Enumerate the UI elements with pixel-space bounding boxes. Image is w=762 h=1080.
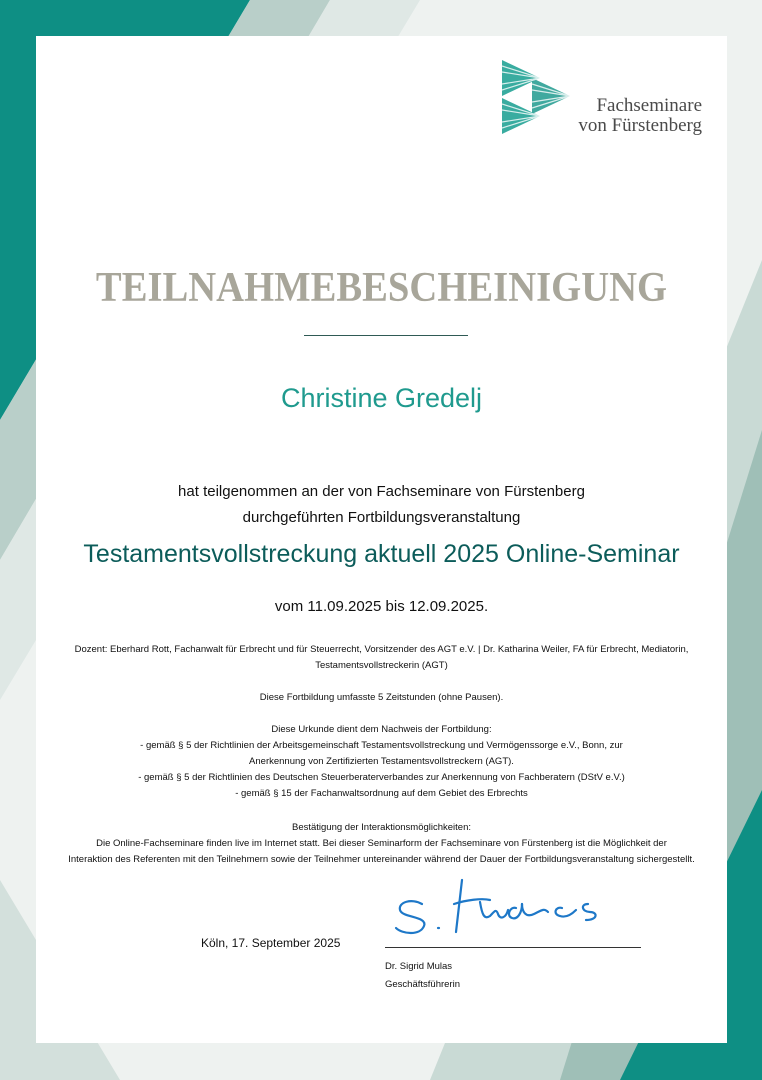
participant-name: Christine Gredelj [280, 383, 483, 413]
confirm-line-2: Interaktion des Referenten mit den Teilnehmern sowie der Teilnehmer untereinander während der Dauer der Fortbildungsveranstaltung sichergestellt. [68, 854, 695, 865]
purpose-item-1a: - gemäß § 5 der Richtlinien der Arbeitsgemeinschaft Testamentsvollstreckung und Vermögenssorge e.V., Bonn, zur [140, 740, 623, 751]
title-divider [304, 335, 468, 336]
logo-line-2: von Fürstenberg [578, 115, 702, 136]
logo-line-1: Fachseminare [596, 95, 702, 116]
dozent-info [40, 642, 723, 674]
intro-line-2: durchgeführten Fortbildungsveranstaltung [242, 509, 521, 526]
purpose-intro: Diese Urkunde dient dem Nachweis der Fortbildung: [271, 724, 492, 735]
signature-line [385, 947, 641, 948]
certificate-title: TEILNAHMEBESCHEINIGUNG [95, 265, 668, 311]
signer-role: Geschäftsführerin [385, 979, 460, 990]
logo-text [552, 96, 702, 136]
signer-block [385, 958, 460, 994]
purpose-item-1b: Anerkennung von Zertifizierten Testamentsvollstreckern (AGT). [249, 756, 514, 767]
signer-name: Dr. Sigrid Mulas [385, 961, 453, 972]
place-date: Köln, 17. September 2025 [201, 936, 341, 950]
confirm-line-1: Die Online-Fachseminare finden live im Internet statt. Bei dieser Seminarform der Fachseminare von Fürstenberg ist die Möglichkeit der [96, 838, 667, 849]
company-logo [502, 58, 702, 140]
purpose-section [40, 722, 723, 802]
intro-line-1: hat teilgenommen an der von Fachseminare von Fürstenberg [178, 483, 585, 500]
handwritten-signature [394, 874, 614, 944]
certificate-paper [36, 36, 727, 1043]
dozent-line-1: Dozent: Eberhard Rott, Fachanwalt für Erbrecht und für Steuerrecht, Vorsitzender des AGT e.V. | Dr. Katharina Weiler, FA für Erbrecht, Mediatorin, [74, 644, 689, 655]
purpose-item-2: - gemäß § 5 der Richtlinien des Deutschen Steuerberaterverbandes zur Anerkennung von Fachberatern (DStV e.V.) [138, 772, 625, 783]
seminar-title: Testamentsvollstreckung aktuell 2025 Online-Seminar [83, 540, 680, 568]
confirm-title: Bestätigung der Interaktionsmöglichkeiten: [291, 822, 472, 833]
purpose-item-3: - gemäß § 15 der Fachanwaltsordnung auf dem Gebiet des Erbrechts [235, 788, 528, 799]
confirmation-section [40, 820, 723, 868]
seminar-dates: vom 11.09.2025 bis 12.09.2025. [274, 598, 489, 615]
hours-line: Diese Fortbildung umfasste 5 Zeitstunden (ohne Pausen). [259, 692, 504, 703]
hours-info [40, 690, 723, 706]
intro-text [36, 479, 727, 531]
dozent-line-2: Testamentsvollstreckerin (AGT) [315, 660, 448, 671]
